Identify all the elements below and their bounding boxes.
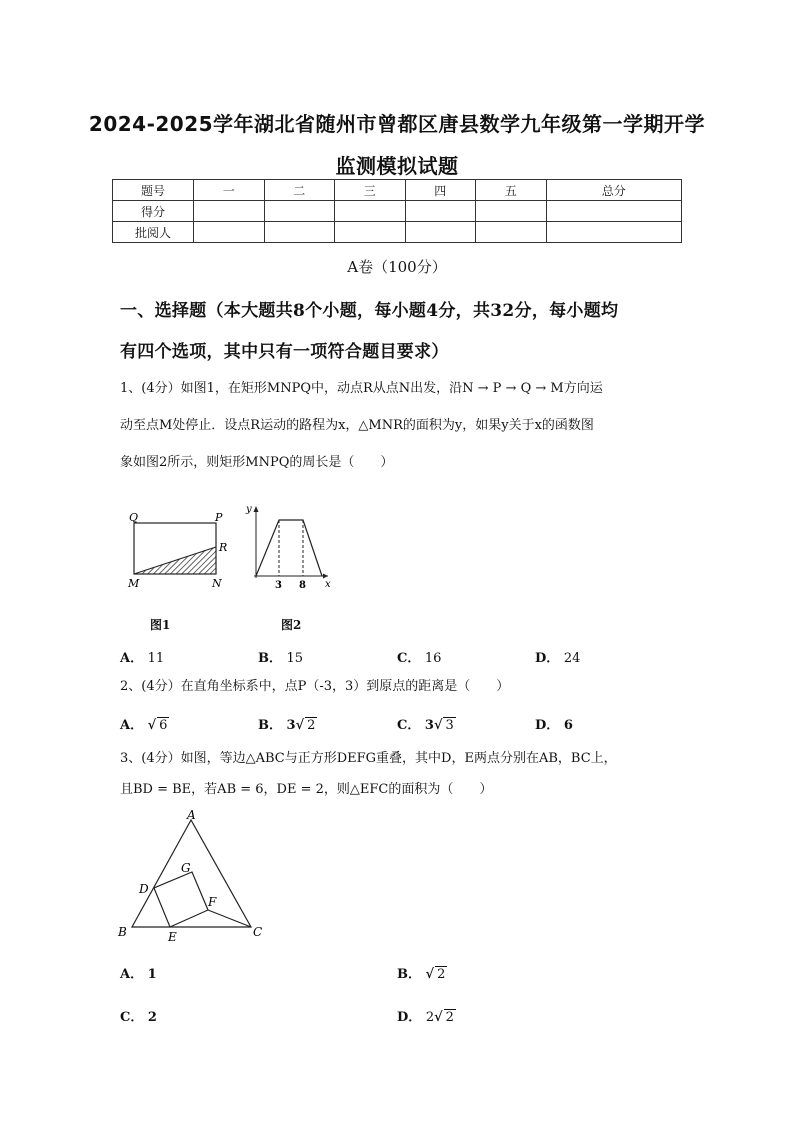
score-cell[interactable] [264,222,335,243]
label-q: Q [129,511,139,524]
score-cell[interactable] [546,201,682,222]
label-c: C [253,925,263,939]
q1-figure-1 [120,505,240,595]
score-cell[interactable] [405,201,476,222]
label-p: P [215,511,223,524]
label-d: D [139,882,149,896]
square-defg [154,872,208,927]
section-1-heading-line1: 一、选择题（本大题共8个小题，每小题4分，共32分，每小题均 [120,301,619,321]
q3-text-line1: 3、(4分）如图，等边△ABC与正方形DEFG重叠，其中D，E两点分别在AB，BC上， [120,751,617,766]
q1-option-b[interactable]: B． 15 [258,651,304,666]
label-m: M [128,577,140,590]
label-f: F [208,895,217,909]
q2-option-b[interactable]: B． 3√ 2 [258,718,316,733]
score-cell[interactable] [264,201,335,222]
function-graph [256,520,322,576]
fig2-caption: 图2 [281,618,302,632]
score-cell[interactable] [335,201,406,222]
q2-option-a[interactable]: A． √ 6 [120,718,168,733]
score-cell[interactable] [476,222,547,243]
q1-figure-2 [236,500,336,595]
score-table-header: 五 [476,180,547,201]
triangle-abc [132,820,251,927]
q1-option-c[interactable]: C． 16 [397,651,442,666]
score-row-label: 批阅人 [113,222,194,243]
segment-fc [208,910,251,927]
section-1-heading-line2: 有四个选项，其中只有一项符合题目要求） [120,342,449,362]
q3-option-c[interactable]: C． 2 [120,1010,157,1025]
label-a: A [187,808,196,822]
label-b: B [118,925,127,939]
score-table-header: 四 [405,180,476,201]
score-table-header: 二 [264,180,335,201]
q3-text-line2: 且BD = BE，若AB = 6，DE = 2，则△EFC的面积为（ ） [120,782,493,797]
x-axis-arrow-icon [323,574,328,579]
q3-figure [112,806,272,944]
label-r: R [219,541,228,554]
triangle-mnr [134,547,216,574]
label-e: E [168,930,177,944]
q1-text-line3: 象如图2所示，则矩形MNPQ的周长是（ ） [120,455,394,470]
q2-option-d[interactable]: D． 6 [535,718,573,733]
score-cell[interactable] [335,222,406,243]
score-cell[interactable] [194,201,265,222]
sqrt-icon: √ [434,1010,443,1025]
score-table-header: 三 [335,180,406,201]
label-n: N [212,577,222,590]
label-y: y [246,504,252,515]
score-cell[interactable] [476,201,547,222]
score-cell[interactable] [546,222,682,243]
y-axis-arrow-icon [254,506,259,512]
sqrt-icon: √ [147,718,157,733]
q1-option-a[interactable]: A． 11 [120,651,165,666]
score-table-row [113,222,682,243]
label-x: x [325,579,331,590]
score-table-header-row [113,180,682,201]
score-cell[interactable] [194,222,265,243]
score-table-header: 一 [194,180,265,201]
exam-title-line1: 2024-2025学年湖北省随州市曾都区唐县数学九年级第一学期开学 [88,112,706,136]
q3-option-d[interactable]: D． 2√ 2 [397,1010,454,1025]
score-cell[interactable] [405,222,476,243]
q3-option-b[interactable]: B． √ 2 [397,967,446,982]
sqrt-icon: √ [425,967,435,982]
q2-text: 2、(4分）在直角坐标系中，点P（-3，3）到原点的距离是（ ） [120,679,510,694]
score-table-row [113,201,682,222]
label-g: G [181,861,191,875]
q1-text-line1: 1、(4分）如图1，在矩形MNPQ中，动点R从点N出发，沿N → P → Q → M方向运 [120,381,603,396]
score-table-header: 总分 [546,180,682,201]
q3-option-a[interactable]: A． 1 [120,967,157,982]
score-table [112,179,682,243]
q1-text-line2: 动至点M处停止．设点R运动的路程为x，△MNR的面积为y，如果y关于x的函数图 [120,418,594,433]
section-a-heading: A卷（100分） [347,258,447,276]
tick-8: 8 [299,580,306,591]
sqrt-icon: √ [295,718,305,733]
fig1-caption: 图1 [150,618,171,632]
score-row-label: 得分 [113,201,194,222]
score-table-header: 题号 [113,180,194,201]
exam-title-line2: 监测模拟试题 [335,154,459,178]
tick-3: 3 [275,580,282,591]
q1-option-d[interactable]: D． 24 [535,651,581,666]
sqrt-icon: √ [433,718,443,733]
q2-option-c[interactable]: C． 3√ 3 [397,718,454,733]
